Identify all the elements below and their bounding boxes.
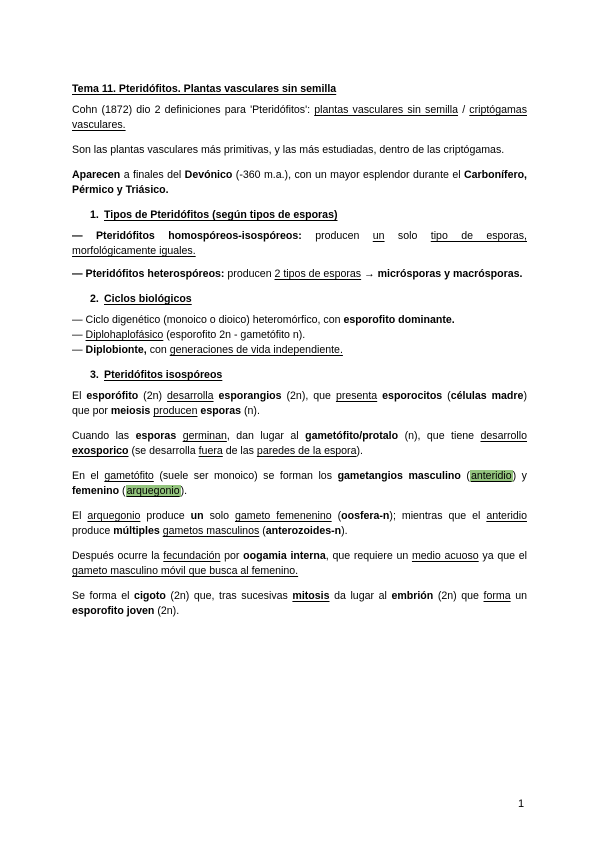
highlight-anteridio: anteridio: [470, 470, 512, 482]
section-heading-1: 1. Tipos de Pteridófitos (según tipos de esporas): [90, 209, 338, 221]
list-item-homosporeos: — Pteridófitos homospóreos-isospóreos: producen un solo tipo de esporas, morfológicamente iguales.: [72, 230, 527, 257]
list-item-diplohaplofasico: — Diplohaplofásico (esporofito 2n - gametófito n).: [72, 329, 306, 341]
paragraph-gametangios: En el gametófito (suele ser monoico) se forman los gametangios masculino (anteridio) y femenino (arquegonio).: [72, 470, 527, 497]
list-item-heterosporeos: — Pteridófitos heterospóreos: producen 2 tipos de esporas → micrósporas y macrósporas.: [72, 268, 523, 280]
paragraph-cigoto: Se forma el cigoto (2n) que, tras sucesivas mitosis da lugar al embrión (2n) que forma un esporofito joven (2n).: [72, 590, 527, 617]
paragraph-primitivas: Son las plantas vasculares más primitivas, y las más estudiadas, dentro de las criptógamas.: [72, 144, 505, 156]
document-page: [72, 82, 527, 619]
paragraph-esporofito: El esporófito (2n) desarrolla esporangios (2n), que presenta esporocitos (células madre) que por meiosis producen esporas (n).: [72, 390, 527, 417]
paragraph-cohn: Cohn (1872) dio 2 definiciones para 'Pteridófitos': plantas vasculares sin semilla / criptógamas vasculares.: [72, 104, 527, 131]
section-heading-3: 3. Pteridófitos isospóreos: [90, 369, 223, 381]
list-item-digenetico: — Ciclo digenético (monoico o dioico) heteromórfico, con esporofito dominante.: [72, 314, 455, 326]
paragraph-aparecen: Aparecen a finales del Devónico (-360 m.a.), con un mayor esplendor durante el Carbonífero, Pérmico y Triásico.: [72, 169, 527, 196]
page-number: 1: [518, 798, 525, 810]
list-item-diplobionte: — Diplobionte, con generaciones de vida independiente.: [72, 344, 343, 356]
paragraph-arquegonio: El arquegonio produce un solo gameto femenenino (oosfera-n); mientras que el anteridio produce múltiples gametos masculinos (anterozoides-n).: [72, 510, 527, 537]
paragraph-germinan: Cuando las esporas germinan, dan lugar al gametófito/protalo (n), que tiene desarrollo exosporico (se desarrolla fuera de las paredes de la espora).: [72, 430, 528, 457]
section-heading-2: 2. Ciclos biológicos: [90, 293, 192, 305]
document-title: Tema 11. Pteridófitos. Plantas vasculares sin semilla: [72, 83, 337, 95]
paragraph-fecundacion: Después ocurre la fecundación por oogamia interna, que requiere un medio acuoso ya que el gameto masculino móvil que busca al femenino.: [72, 550, 527, 577]
highlight-arquegonio: arquegonio: [126, 485, 180, 497]
